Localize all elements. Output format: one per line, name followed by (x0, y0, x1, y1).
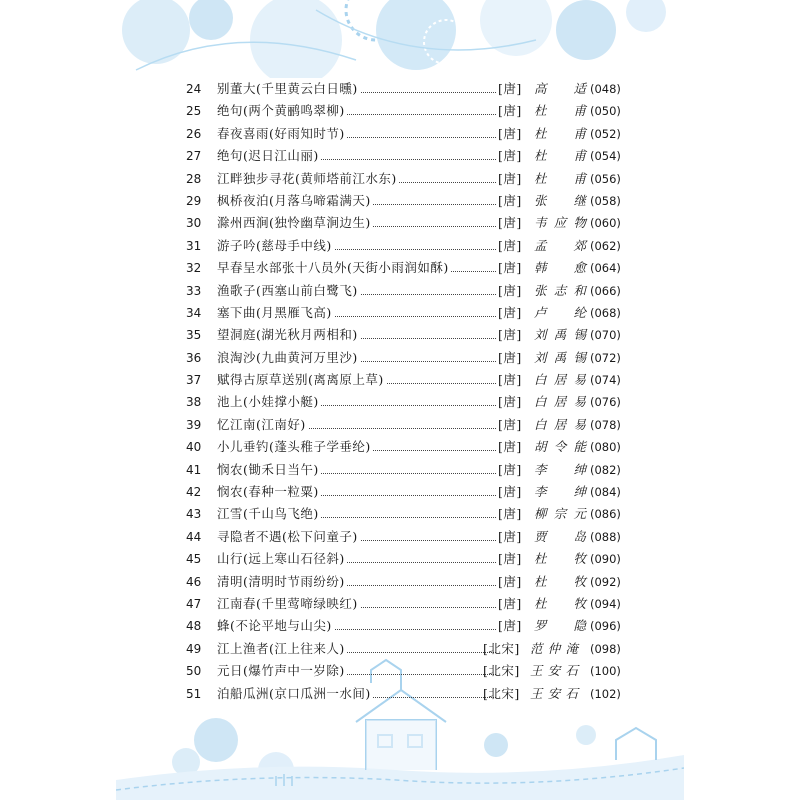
dynasty-label: [ 唐 ] (498, 436, 522, 458)
dynasty-label: [ 唐 ] (498, 324, 522, 346)
entry-number: 38 (186, 395, 202, 410)
poem-title: 春夜喜雨(好雨知时节) (217, 123, 347, 145)
page-number: (052) (590, 126, 621, 141)
author-name: 李 绅 (534, 461, 586, 477)
toc-entry[interactable] (116, 414, 684, 436)
poem-title: 江畔独步寻花(黄师塔前江水东) (217, 168, 399, 190)
page-number: (072) (590, 350, 621, 365)
entry-number: 28 (186, 171, 202, 186)
poem-title: 悯农(春种一粒粟) (217, 481, 321, 503)
page-number: (070) (590, 328, 621, 343)
toc-entry[interactable] (116, 638, 684, 660)
poem-title: 早春呈水部张十八员外(天街小雨润如酥) (217, 257, 451, 279)
dynasty-label: [ 唐 ] (498, 190, 522, 212)
toc-entry[interactable] (116, 78, 684, 100)
author-name: 白居易 (534, 394, 586, 410)
dynasty-label: [ 唐 ] (498, 571, 522, 593)
dynasty-label: [ 唐 ] (498, 100, 522, 122)
entry-number: 39 (186, 417, 202, 432)
poem-title: 元日(爆竹声中一岁除) (217, 660, 347, 682)
author-name: 杜 牧 (534, 573, 586, 589)
entry-number: 29 (186, 193, 202, 208)
author-name: 白居易 (534, 416, 586, 432)
entry-number: 35 (186, 328, 202, 343)
dynasty-label: [ 唐 ] (498, 235, 522, 257)
page-number: (096) (590, 619, 621, 634)
toc-entry[interactable] (116, 391, 684, 413)
author-name: 王安石 (530, 663, 578, 679)
entry-number: 44 (186, 529, 202, 544)
entry-number: 50 (186, 664, 202, 679)
poem-title: 绝句(迟日江山丽) (217, 145, 321, 167)
entry-number: 49 (186, 641, 202, 656)
entry-number: 47 (186, 596, 202, 611)
author-name: 杜 牧 (534, 551, 586, 567)
page-number: (062) (590, 238, 621, 253)
page-number: (090) (590, 552, 621, 567)
toc-entry[interactable] (116, 436, 684, 458)
dynasty-label: [ 唐 ] (498, 369, 522, 391)
author-name: 卢 纶 (534, 304, 586, 320)
dynasty-label: [ 北宋 ] (483, 660, 520, 682)
entry-number: 46 (186, 574, 202, 589)
toc-page (116, 0, 684, 800)
page-number: (082) (590, 462, 621, 477)
dynasty-label: [ 唐 ] (498, 280, 522, 302)
page-number: (084) (590, 485, 621, 500)
author-name: 杜 牧 (534, 595, 586, 611)
author-name: 刘禹锡 (534, 327, 586, 343)
author-name: 张 继 (534, 192, 586, 208)
entry-number: 43 (186, 507, 202, 522)
author-name: 韦应物 (534, 215, 586, 231)
toc-entry[interactable] (116, 593, 684, 615)
poem-title: 寻隐者不遇(松下问童子) (217, 526, 360, 548)
dynasty-label: [ 唐 ] (498, 212, 522, 234)
toc-entry[interactable] (116, 212, 684, 234)
entry-number: 41 (186, 462, 202, 477)
author-name: 范仲淹 (530, 640, 578, 656)
dynasty-label: [ 唐 ] (498, 78, 522, 100)
poem-title: 池上(小娃撑小艇) (217, 391, 321, 413)
toc-entry[interactable] (116, 168, 684, 190)
author-name: 胡令能 (534, 439, 586, 455)
author-name: 贾 岛 (534, 528, 586, 544)
toc-entry[interactable] (116, 100, 684, 122)
entry-number: 37 (186, 373, 202, 388)
poem-title: 游子吟(慈母手中线) (217, 235, 334, 257)
entry-number: 24 (186, 82, 202, 96)
author-name: 韩 愈 (534, 260, 586, 276)
page-number: (066) (590, 283, 621, 298)
poem-title: 悯农(锄禾日当午) (217, 459, 321, 481)
page-number: (086) (590, 507, 621, 522)
entry-number: 40 (186, 440, 202, 455)
author-name: 白居易 (534, 372, 586, 388)
poem-title: 江雪(千山鸟飞绝) (217, 503, 321, 525)
author-name: 王安石 (530, 685, 578, 701)
toc-entry[interactable] (116, 145, 684, 167)
page-number: (060) (590, 216, 621, 231)
entry-number: 27 (186, 149, 202, 164)
poem-title: 塞下曲(月黑雁飞高) (217, 302, 334, 324)
dynasty-label: [ 唐 ] (498, 123, 522, 145)
page-number: (102) (590, 686, 621, 701)
poem-title: 江上渔者(江上往来人) (217, 638, 347, 660)
poem-title: 绝句(两个黄鹂鸣翠柳) (217, 100, 347, 122)
toc-entry[interactable] (116, 235, 684, 257)
entry-number: 25 (186, 104, 202, 119)
author-name: 杜 甫 (534, 148, 586, 164)
poem-title: 渔歌子(西塞山前白鹭飞) (217, 280, 360, 302)
dynasty-label: [ 北宋 ] (483, 638, 520, 660)
toc-entry[interactable] (116, 526, 684, 548)
toc-entry[interactable] (116, 257, 684, 279)
poem-title: 别董大(千里黄云白日曛) (217, 78, 360, 100)
page-number: (092) (590, 574, 621, 589)
toc-entry[interactable] (116, 571, 684, 593)
toc-entry[interactable] (116, 123, 684, 145)
dynasty-label: [ 唐 ] (498, 302, 522, 324)
poem-title: 赋得古原草送别(离离原上草) (217, 369, 386, 391)
poem-title: 浪淘沙(九曲黄河万里沙) (217, 347, 360, 369)
entry-number: 34 (186, 305, 202, 320)
entry-number: 33 (186, 283, 202, 298)
poem-title: 滁州西涧(独怜幽草涧边生) (217, 212, 373, 234)
poem-title: 忆江南(江南好) (217, 414, 308, 436)
toc-entry[interactable] (116, 190, 684, 212)
author-name: 李 绅 (534, 484, 586, 500)
toc-entry[interactable] (116, 369, 684, 391)
poem-title: 蜂(不论平地与山尖) (217, 615, 334, 637)
toc-entry[interactable] (116, 683, 684, 705)
toc-entry[interactable] (116, 302, 684, 324)
entry-number: 48 (186, 619, 202, 634)
toc-entry[interactable] (116, 280, 684, 302)
dynasty-label: [ 唐 ] (498, 615, 522, 637)
toc-entry[interactable] (116, 324, 684, 346)
toc-entry[interactable] (116, 660, 684, 682)
entry-number: 31 (186, 238, 202, 253)
dynasty-label: [ 唐 ] (498, 481, 522, 503)
entry-number: 36 (186, 350, 202, 365)
page-number: (094) (590, 596, 621, 611)
toc-entry[interactable] (116, 503, 684, 525)
entry-number: 32 (186, 261, 202, 276)
page-number: (078) (590, 417, 621, 432)
poem-title: 枫桥夜泊(月落乌啼霜满天) (217, 190, 373, 212)
page-number: (064) (590, 261, 621, 276)
dynasty-label: [ 北宋 ] (483, 683, 520, 705)
author-name: 杜 甫 (534, 170, 586, 186)
poem-title: 江南春(千里莺啼绿映红) (217, 593, 360, 615)
page-number: (050) (590, 104, 621, 119)
poem-title: 望洞庭(湖光秋月两相和) (217, 324, 360, 346)
toc-entry[interactable] (116, 548, 684, 570)
author-name: 杜 甫 (534, 103, 586, 119)
dynasty-label: [ 唐 ] (498, 347, 522, 369)
entry-number: 51 (186, 686, 202, 701)
dynasty-label: [ 唐 ] (498, 145, 522, 167)
dynasty-label: [ 唐 ] (498, 391, 522, 413)
poem-title: 清明(清明时节雨纷纷) (217, 571, 347, 593)
dynasty-label: [ 唐 ] (498, 459, 522, 481)
page-number: (056) (590, 171, 621, 186)
dynasty-label: [ 唐 ] (498, 526, 522, 548)
author-name: 高 适 (534, 81, 586, 96)
author-name: 孟 郊 (534, 237, 586, 253)
page-number: (076) (590, 395, 621, 410)
author-name: 刘禹锡 (534, 349, 586, 365)
page-number: (048) (590, 82, 621, 96)
poem-title: 小儿垂钓(蓬头稚子学垂纶) (217, 436, 373, 458)
entry-number: 42 (186, 485, 202, 500)
dynasty-label: [ 唐 ] (498, 548, 522, 570)
dynasty-label: [ 唐 ] (498, 168, 522, 190)
poem-title: 泊船瓜洲(京口瓜洲一水间) (217, 683, 373, 705)
author-name: 罗 隐 (534, 618, 586, 634)
page-number: (088) (590, 529, 621, 544)
dynasty-label: [ 唐 ] (498, 503, 522, 525)
page-number: (100) (590, 664, 621, 679)
dynasty-label: [ 唐 ] (498, 414, 522, 436)
entry-number: 30 (186, 216, 202, 231)
author-name: 张志和 (534, 282, 586, 298)
entry-number: 26 (186, 126, 202, 141)
table-of-contents (116, 78, 684, 705)
page-number: (080) (590, 440, 621, 455)
poem-title: 山行(远上寒山石径斜) (217, 548, 347, 570)
dynasty-label: [ 唐 ] (498, 593, 522, 615)
author-name: 柳宗元 (534, 506, 586, 522)
toc-entry[interactable] (116, 615, 684, 637)
dynasty-label: [ 唐 ] (498, 257, 522, 279)
page-number: (074) (590, 373, 621, 388)
toc-entry[interactable] (116, 481, 684, 503)
author-name: 杜 甫 (534, 125, 586, 141)
page-number: (058) (590, 193, 621, 208)
entry-number: 45 (186, 552, 202, 567)
toc-entry[interactable] (116, 347, 684, 369)
toc-entry[interactable] (116, 459, 684, 481)
page-number: (068) (590, 305, 621, 320)
page-number: (098) (590, 641, 621, 656)
page-number: (054) (590, 149, 621, 164)
